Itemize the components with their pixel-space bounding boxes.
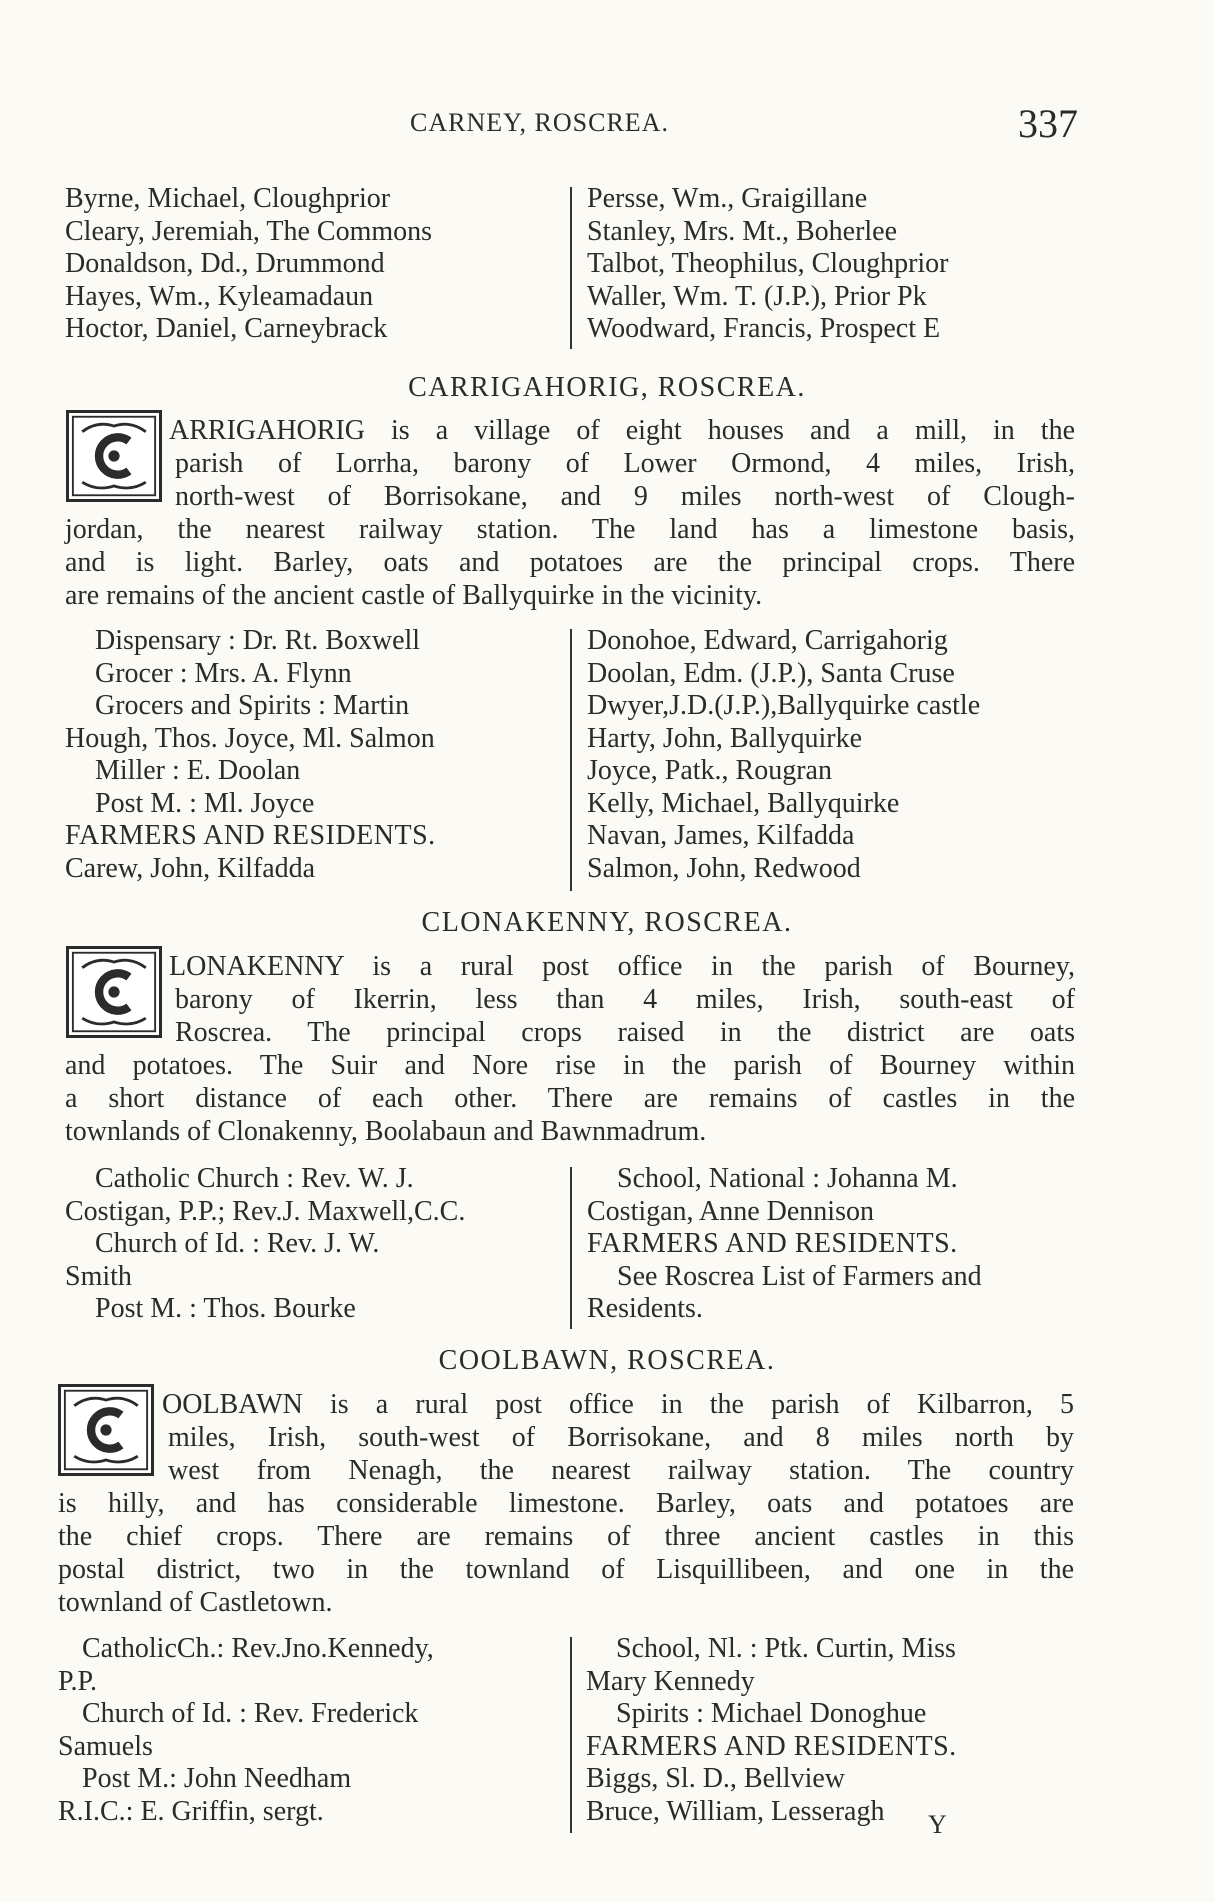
list-item: Dispensary : Dr. Rt. Boxwell — [95, 625, 421, 656]
list-item: Residents. — [587, 1293, 703, 1324]
paragraph-line: miles, Irish, south-west of Borrisokane, and 8 miles north by — [168, 1422, 1074, 1453]
carney-left-column — [65, 183, 555, 346]
list-item: Stanley, Mrs. Mt., Boherlee — [587, 215, 898, 247]
list-item: Mary Kennedy — [586, 1665, 755, 1697]
list-item: Post M. : Thos. Bourke — [95, 1293, 356, 1324]
list-item: Waller, Wm. T. (J.P.), Prior Pk — [587, 280, 927, 312]
list-item: Samuels — [58, 1730, 153, 1762]
clonakenny-left-column — [65, 1163, 555, 1326]
list-item: Miller : E. Doolan — [95, 755, 301, 786]
list-item: Dwyer,J.D.(J.P.),Ballyquirke castle — [587, 690, 981, 721]
paragraph-line: postal district, two in the townland of Lisquillibeen, and one in the — [58, 1554, 1074, 1585]
list-item: CatholicCh.: Rev.Jno.Kennedy, — [82, 1633, 434, 1664]
paragraph-line: jordan, the nearest railway station. The land has a limestone basis, — [65, 514, 1075, 545]
list-item: Salmon, John, Redwood — [587, 852, 861, 884]
list-item: Navan, James, Kilfadda — [587, 820, 855, 851]
carrigahorig-left-column — [65, 625, 555, 885]
list-item: Donohoe, Edward, Carrigahorig — [587, 625, 948, 656]
paragraph-line: north-west of Borrisokane, and 9 miles north-west of Clough- — [175, 481, 1075, 512]
subsection-heading: FARMERS AND RESIDENTS. — [586, 1730, 957, 1762]
paragraph-line: ARRIGAHORIG is a village of eight houses and a mill, in the — [169, 415, 1075, 446]
list-item: R.I.C.: E. Griffin, sergt. — [58, 1795, 324, 1827]
list-item: Persse, Wm., Graigillane — [587, 183, 868, 214]
coolbawn-left-column — [58, 1633, 548, 1828]
list-item: Joyce, Patk., Rougran — [587, 755, 832, 786]
list-item: P.P. — [58, 1665, 97, 1697]
clonakenny-directory — [65, 1163, 1085, 1333]
paragraph-line: barony of Ikerrin, less than 4 miles, Irish, south-east of — [175, 984, 1075, 1015]
list-item: Hough, Thos. Joyce, Ml. Salmon — [65, 722, 435, 754]
paragraph-line: townland of Castletown. — [58, 1587, 333, 1618]
column-divider — [570, 1637, 572, 1833]
clonakenny-description — [65, 950, 1075, 1148]
paragraph-line: townlands of Clonakenny, Boolabaun and Bawnmadrum. — [65, 1116, 707, 1147]
carney-residents-list — [65, 183, 1085, 353]
coolbawn-description — [58, 1388, 1074, 1619]
list-item: Byrne, Michael, Cloughprior — [65, 183, 391, 214]
carrigahorig-right-column — [587, 625, 1087, 885]
paragraph-line: west from Nenagh, the nearest railway station. The country — [168, 1455, 1074, 1486]
list-item: Donaldson, Dd., Drummond — [65, 248, 385, 279]
paragraph-line: the chief crops. There are remains of three ancient castles in this — [58, 1521, 1074, 1552]
list-item: Harty, John, Ballyquirke — [587, 722, 863, 754]
list-item: School, National : Johanna M. — [617, 1163, 958, 1194]
list-item: School, Nl. : Ptk. Curtin, Miss — [616, 1633, 956, 1664]
paragraph-line: and potatoes. The Suir and Nore rise in the parish of Bourney within — [65, 1050, 1075, 1081]
list-item: Woodward, Francis, Prospect E — [587, 313, 941, 344]
list-item: See Roscrea List of Farmers and — [617, 1260, 982, 1292]
list-item: Biggs, Sl. D., Bellview — [586, 1763, 846, 1794]
column-divider — [570, 629, 572, 891]
list-item: Grocer : Mrs. A. Flynn — [95, 657, 352, 689]
list-item: Doolan, Edm. (J.P.), Santa Cruse — [587, 657, 955, 689]
list-item: Hayes, Wm., Kyleamadaun — [65, 280, 374, 312]
list-item: Catholic Church : Rev. W. J. — [95, 1163, 414, 1194]
list-item: Grocers and Spirits : Martin — [95, 690, 410, 721]
carrigahorig-directory — [65, 625, 1085, 895]
list-item: Cleary, Jeremiah, The Commons — [65, 215, 433, 247]
paragraph-line: a short distance of each other. There are remains of castles in the — [65, 1083, 1075, 1114]
coolbawn-right-column — [586, 1633, 1086, 1828]
list-item: Costigan, P.P.; Rev.J. Maxwell,C.C. — [65, 1195, 466, 1227]
list-item: Talbot, Theophilus, Cloughprior — [587, 248, 949, 279]
section-title-coolbawn: COOLBAWN, ROSCREA. — [438, 1345, 776, 1376]
paragraph-line: Roscrea. The principal crops raised in the district are oats — [175, 1017, 1075, 1048]
list-item: Church of Id. : Rev. J. W. — [95, 1228, 380, 1259]
list-item: Hoctor, Daniel, Carneybrack — [65, 313, 388, 344]
paragraph-line: and is light. Barley, oats and potatoes are the principal crops. There — [65, 547, 1075, 578]
running-title: CARNEY, ROSCREA. — [410, 108, 669, 137]
paragraph-line: are remains of the ancient castle of Ballyquirke in the vicinity. — [65, 580, 763, 611]
column-divider — [570, 1167, 572, 1329]
coolbawn-directory — [58, 1633, 1078, 1838]
list-item: Kelly, Michael, Ballyquirke — [587, 787, 900, 819]
list-item: Post M.: John Needham — [82, 1763, 352, 1794]
subsection-heading: FARMERS AND RESIDENTS. — [65, 820, 436, 851]
section-title-clonakenny: CLONAKENNY, ROSCREA. — [421, 907, 793, 938]
clonakenny-right-column — [587, 1163, 1087, 1326]
carney-right-column — [587, 183, 1087, 346]
signature-mark: Y — [928, 1810, 947, 1839]
list-item: Costigan, Anne Dennison — [587, 1195, 874, 1227]
carrigahorig-description — [65, 414, 1075, 612]
column-divider — [570, 187, 572, 349]
page-header — [0, 100, 1214, 150]
section-title-carrigahorig: CARRIGAHORIG, ROSCREA. — [408, 372, 806, 403]
list-item: Smith — [65, 1260, 132, 1292]
paragraph-line: is hilly, and has considerable limestone. Barley, oats and potatoes are — [58, 1488, 1074, 1519]
page-number: 337 — [1018, 101, 1078, 146]
list-item: Post M. : Ml. Joyce — [95, 787, 315, 819]
list-item: Spirits : Michael Donoghue — [616, 1698, 927, 1729]
list-item: Carew, John, Kilfadda — [65, 852, 316, 884]
list-item: Church of Id. : Rev. Frederick — [82, 1698, 419, 1729]
paragraph-line: LONAKENNY is a rural post office in the parish of Bourney, — [169, 951, 1075, 982]
list-item: Bruce, William, Lesseragh — [586, 1795, 885, 1827]
paragraph-line: parish of Lorrha, barony of Lower Ormond, 4 miles, Irish, — [175, 448, 1075, 479]
subsection-heading: FARMERS AND RESIDENTS. — [587, 1228, 958, 1259]
paragraph-line: OOLBAWN is a rural post office in the parish of Kilbarron, 5 — [162, 1389, 1074, 1420]
